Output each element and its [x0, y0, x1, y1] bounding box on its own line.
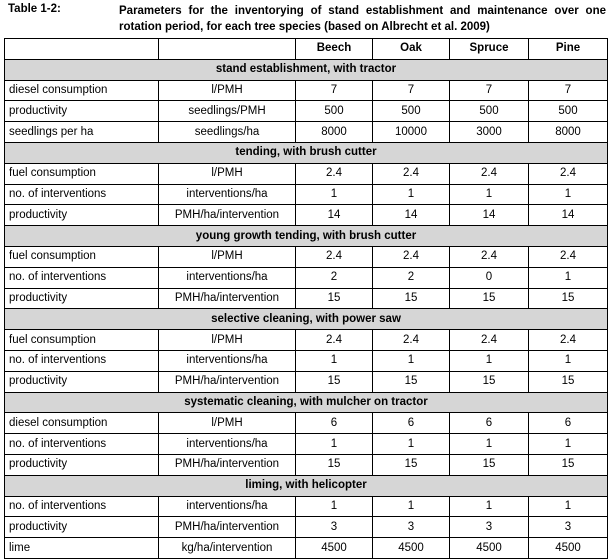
- value-cell: 3: [373, 517, 450, 538]
- value-cell: 2.4: [529, 246, 608, 267]
- table-row: [5, 246, 608, 267]
- section-title: young growth tending, with brush cutter: [5, 226, 608, 247]
- unit-cell: seedlings/ha: [159, 122, 296, 143]
- section-header-row: [5, 226, 608, 247]
- section-header-row: [5, 59, 608, 80]
- value-cell: 1: [529, 350, 608, 371]
- value-cell: 2.4: [529, 330, 608, 351]
- value-cell: 2.4: [373, 246, 450, 267]
- value-cell: 3000: [450, 122, 529, 143]
- value-cell: 14: [450, 205, 529, 226]
- unit-cell: l/PMH: [159, 246, 296, 267]
- column-header: [5, 39, 159, 60]
- unit-cell: kg/ha/intervention: [159, 538, 296, 559]
- value-cell: 6: [450, 413, 529, 434]
- table-row: [5, 434, 608, 455]
- table-row: [5, 517, 608, 538]
- parameter-cell: no. of interventions: [5, 267, 159, 288]
- value-cell: 1: [296, 184, 373, 205]
- section-header-row: [5, 309, 608, 330]
- column-header: [159, 39, 296, 60]
- parameter-cell: no. of interventions: [5, 184, 159, 205]
- unit-cell: interventions/ha: [159, 434, 296, 455]
- unit-cell: PMH/ha/intervention: [159, 205, 296, 226]
- value-cell: 1: [450, 184, 529, 205]
- parameter-cell: productivity: [5, 517, 159, 538]
- value-cell: 500: [450, 101, 529, 122]
- parameter-cell: no. of interventions: [5, 350, 159, 371]
- parameter-cell: productivity: [5, 101, 159, 122]
- value-cell: 15: [450, 454, 529, 475]
- value-cell: 8000: [529, 122, 608, 143]
- unit-cell: PMH/ha/intervention: [159, 454, 296, 475]
- value-cell: 2.4: [296, 246, 373, 267]
- value-cell: 15: [450, 288, 529, 309]
- value-cell: 1: [296, 496, 373, 517]
- parameter-cell: productivity: [5, 205, 159, 226]
- table-caption: [8, 2, 606, 38]
- table-row: [5, 371, 608, 392]
- value-cell: 15: [373, 454, 450, 475]
- value-cell: 2: [373, 267, 450, 288]
- value-cell: 1: [296, 350, 373, 371]
- value-cell: 500: [373, 101, 450, 122]
- parameter-cell: productivity: [5, 454, 159, 475]
- value-cell: 14: [529, 205, 608, 226]
- unit-cell: PMH/ha/intervention: [159, 517, 296, 538]
- section-title: tending, with brush cutter: [5, 142, 608, 163]
- unit-cell: PMH/ha/intervention: [159, 288, 296, 309]
- table-row: [5, 496, 608, 517]
- value-cell: 1: [373, 496, 450, 517]
- value-cell: 15: [296, 288, 373, 309]
- value-cell: 1: [529, 267, 608, 288]
- value-cell: 10000: [373, 122, 450, 143]
- table-row: [5, 538, 608, 559]
- value-cell: 2.4: [450, 163, 529, 184]
- value-cell: 2.4: [296, 330, 373, 351]
- unit-cell: interventions/ha: [159, 496, 296, 517]
- section-header-row: [5, 392, 608, 413]
- parameter-cell: no. of interventions: [5, 434, 159, 455]
- parameter-cell: diesel consumption: [5, 413, 159, 434]
- value-cell: 2.4: [450, 330, 529, 351]
- section-title: systematic cleaning, with mulcher on tractor: [5, 392, 608, 413]
- value-cell: 7: [529, 80, 608, 101]
- value-cell: 1: [529, 184, 608, 205]
- value-cell: 4500: [450, 538, 529, 559]
- header-row: [5, 39, 608, 60]
- value-cell: 4500: [529, 538, 608, 559]
- unit-cell: interventions/ha: [159, 350, 296, 371]
- value-cell: 2: [296, 267, 373, 288]
- value-cell: 15: [373, 288, 450, 309]
- table-row: [5, 267, 608, 288]
- value-cell: 1: [296, 434, 373, 455]
- unit-cell: seedlings/PMH: [159, 101, 296, 122]
- table-row: [5, 454, 608, 475]
- parameters-table: [4, 38, 608, 559]
- value-cell: 2.4: [373, 163, 450, 184]
- value-cell: 15: [373, 371, 450, 392]
- section-header-row: [5, 142, 608, 163]
- parameter-cell: lime: [5, 538, 159, 559]
- value-cell: 1: [450, 350, 529, 371]
- value-cell: 14: [296, 205, 373, 226]
- value-cell: 7: [450, 80, 529, 101]
- table-row: [5, 288, 608, 309]
- unit-cell: PMH/ha/intervention: [159, 371, 296, 392]
- unit-cell: l/PMH: [159, 330, 296, 351]
- column-header: Beech: [296, 39, 373, 60]
- value-cell: 0: [450, 267, 529, 288]
- section-title: stand establishment, with tractor: [5, 59, 608, 80]
- table-row: [5, 330, 608, 351]
- parameter-cell: fuel consumption: [5, 246, 159, 267]
- value-cell: 15: [450, 371, 529, 392]
- value-cell: 14: [373, 205, 450, 226]
- section-title: liming, with helicopter: [5, 475, 608, 496]
- value-cell: 3: [450, 517, 529, 538]
- parameter-cell: no. of interventions: [5, 496, 159, 517]
- value-cell: 2.4: [373, 330, 450, 351]
- parameter-cell: seedlings per ha: [5, 122, 159, 143]
- table-row: [5, 122, 608, 143]
- value-cell: 1: [450, 434, 529, 455]
- value-cell: 15: [529, 454, 608, 475]
- value-cell: 15: [296, 371, 373, 392]
- unit-cell: l/PMH: [159, 413, 296, 434]
- value-cell: 2.4: [296, 163, 373, 184]
- value-cell: 1: [373, 184, 450, 205]
- value-cell: 7: [373, 80, 450, 101]
- table-row: [5, 350, 608, 371]
- parameter-cell: productivity: [5, 288, 159, 309]
- value-cell: 500: [529, 101, 608, 122]
- value-cell: 500: [296, 101, 373, 122]
- value-cell: 1: [529, 496, 608, 517]
- value-cell: 6: [373, 413, 450, 434]
- parameter-cell: fuel consumption: [5, 330, 159, 351]
- table-label: Table 1-2:: [8, 3, 61, 15]
- unit-cell: l/PMH: [159, 80, 296, 101]
- column-header: Pine: [529, 39, 608, 60]
- unit-cell: interventions/ha: [159, 267, 296, 288]
- value-cell: 15: [296, 454, 373, 475]
- value-cell: 8000: [296, 122, 373, 143]
- parameter-cell: diesel consumption: [5, 80, 159, 101]
- value-cell: 4500: [373, 538, 450, 559]
- value-cell: 6: [296, 413, 373, 434]
- value-cell: 2.4: [529, 163, 608, 184]
- column-header: Oak: [373, 39, 450, 60]
- value-cell: 1: [373, 350, 450, 371]
- column-header: Spruce: [450, 39, 529, 60]
- unit-cell: l/PMH: [159, 163, 296, 184]
- value-cell: 15: [529, 288, 608, 309]
- section-header-row: [5, 475, 608, 496]
- unit-cell: interventions/ha: [159, 184, 296, 205]
- value-cell: 1: [529, 434, 608, 455]
- parameter-cell: fuel consumption: [5, 163, 159, 184]
- table-row: [5, 184, 608, 205]
- value-cell: 3: [296, 517, 373, 538]
- value-cell: 3: [529, 517, 608, 538]
- table-row: [5, 413, 608, 434]
- table-title: Parameters for the inventorying of stand establishment and maintenance over one rotation period, for each tree species (based on Albrecht et al. 2009): [119, 5, 606, 33]
- parameter-cell: productivity: [5, 371, 159, 392]
- table-row: [5, 205, 608, 226]
- value-cell: 6: [529, 413, 608, 434]
- table-row: [5, 101, 608, 122]
- section-title: selective cleaning, with power saw: [5, 309, 608, 330]
- value-cell: 1: [373, 434, 450, 455]
- value-cell: 1: [450, 496, 529, 517]
- table-row: [5, 163, 608, 184]
- table-row: [5, 80, 608, 101]
- value-cell: 2.4: [450, 246, 529, 267]
- value-cell: 7: [296, 80, 373, 101]
- value-cell: 15: [529, 371, 608, 392]
- value-cell: 4500: [296, 538, 373, 559]
